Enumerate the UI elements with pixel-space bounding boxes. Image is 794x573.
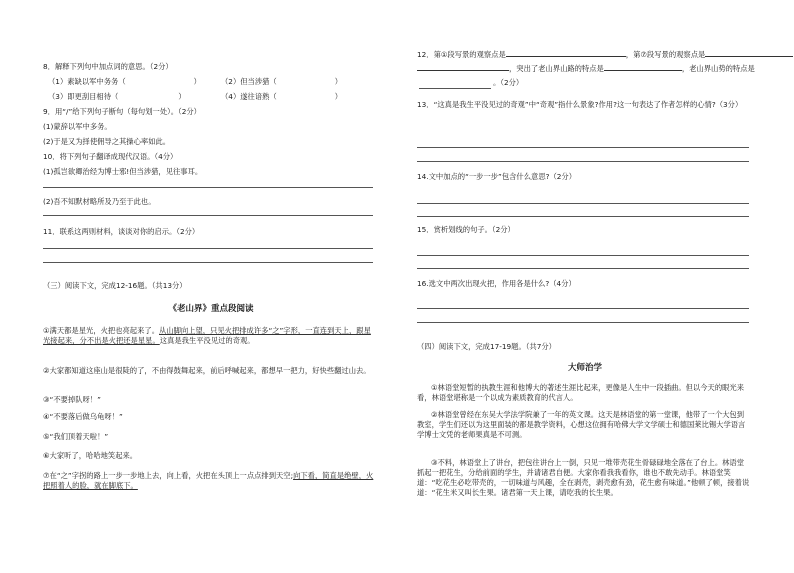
passage-paragraph-7: ⑦在“之”字拐的路上一步一步地上去，向上看，火把在头顶上一点点排到天空;向下看，简直是绝壁，火把照着人的脸，就在脚底下。 [43,471,374,490]
question-12-cont: ，突出了老山界山路的特点是 ，老山界山势的特点是 [417,62,755,74]
passage-title: 《老山界》重点段阅读 [168,304,254,314]
answer-line[interactable] [417,308,749,309]
q8-item-3: （3）即更刮目相待（ ） [48,92,186,101]
q9-sentence-1: (1)蒙辞以军中多务。 [43,122,112,131]
answer-line[interactable] [417,255,749,256]
q8-item-1: （1）素缺以军中务务（ ） [48,77,201,86]
question-9: 9．用“/”给下列句子断句（每句划一处）。（2分） [43,107,201,116]
section-4-heading: （四）阅读下文，完成17-19题。（共7分） [417,342,556,351]
blank[interactable] [705,48,793,57]
passage-paragraph-1: ①满天都是星光，火把也亮起来了。从山脚向上望，只见火把排成许多“之”字形，一直连到天上，跟星光接起来，分不出是火把还是星星。这真是我生平没见过的奇观。 [43,326,371,345]
q9-sentence-2: (2)于是又为择使佣导之其操心率如此。 [43,137,171,146]
question-15: 15．赏析划线的句子。（2分） [417,225,515,234]
answer-line[interactable] [417,322,749,323]
question-14: 14.文中加点的“一步一步”包含什么意思?（2分） [417,172,577,181]
q8-item-2: （2）但当涉猎（ ） [221,77,343,86]
question-11: 11．联系这两则材料，谈谈对你的启示。（2分） [43,227,200,236]
passage-paragraph-2: ②大家都知道这座山是很陡的了，不由得鼓舞起来，前后呼喊起来，都想早一把力，好快些翻过山去。 [43,366,371,375]
q10-sentence-1: (1)孤岂欲卿治经为博士邪!但当涉猎，见往事耳。 [43,167,203,176]
passage-title: 大师治学 [567,363,602,373]
answer-line[interactable] [43,215,373,216]
passage-paragraph-4: ④“不要落后做乌龟呀！” [43,412,123,421]
question-13: 13．“这真是我生平没见过的奇观”中“奇观”指什么景象?作用?这一句表达了作者怎样的心情?（3分） [417,100,743,109]
answer-line[interactable] [417,161,749,162]
answer-line[interactable] [417,203,749,204]
answer-line[interactable] [419,88,491,89]
blank[interactable] [417,62,509,71]
q10-sentence-2: (2)吾不知默材略所及乃至于此也。 [43,197,156,206]
answer-line[interactable] [43,262,373,263]
answer-line[interactable] [417,147,749,148]
passage-paragraph-3: ③不料，林语堂上了讲台，把包往讲台上一倒，只见一堆带壳花生骨碌碌地全落在了台上。林语堂抓起一把花生，分给前面的学生，并请诸君自便。大家你看我我看你，谁也不敢先动手。林语堂笑道：“吃花生必吃带壳的，一切味道与风趣，全在剥壳，剥壳愈有劲，花生愈有味道。”他顿了顿，接着说道：“花生米又叫长生果。诸君第一天上课，请吃我的长生果。 [417,458,750,497]
passage-paragraph-2: ②林语堂曾经在东吴大学法学院兼了一年的英文课。这天是林语堂的第一堂课，他带了一个大包到教室，学生们还以为这里面装的都是教学资料，心想这位拥有哈佛大学文学硕士和德国莱比锡大学语言学博士文凭的老师果真是不可测。 [417,410,746,439]
answer-line[interactable] [43,187,373,188]
passage-paragraph-5: ⑤“我们顶着天啦！” [43,432,109,441]
blank[interactable] [506,48,626,57]
passage-paragraph-1: ①林语堂短暂的执教生涯和他博大的著述生涯比起来，更像是人生中一段插曲。但以今天的眼光来看，林语堂堪称是一个以成为素质教育的代言人。 [417,383,745,402]
passage-paragraph-3: ③“不要掉队呀！” [43,395,101,404]
passage-paragraph-6: ⑥大家听了，哈哈地笑起来。 [43,451,138,460]
answer-line[interactable] [417,216,749,217]
section-3-heading: （三）阅读下文，完成12-16题。（共13分） [43,281,187,290]
q8-item-4: （4）遂往谙熟（ ） [221,92,343,101]
question-16: 16.选文中两次出现火把，作用各是什么?（4分） [417,279,576,288]
answer-line[interactable] [417,268,749,269]
blank[interactable] [604,62,682,71]
question-12: 12．第①段写景的观察点是 ，第⑦段写景的观察点是 [417,48,793,60]
question-8: 8．解释下列句中加点词的意思。（2分） [43,62,173,71]
question-12-end: 。（2分） [493,78,524,87]
question-10: 10．将下列句子翻译成现代汉语。（4分） [43,152,178,161]
answer-line[interactable] [43,248,373,249]
